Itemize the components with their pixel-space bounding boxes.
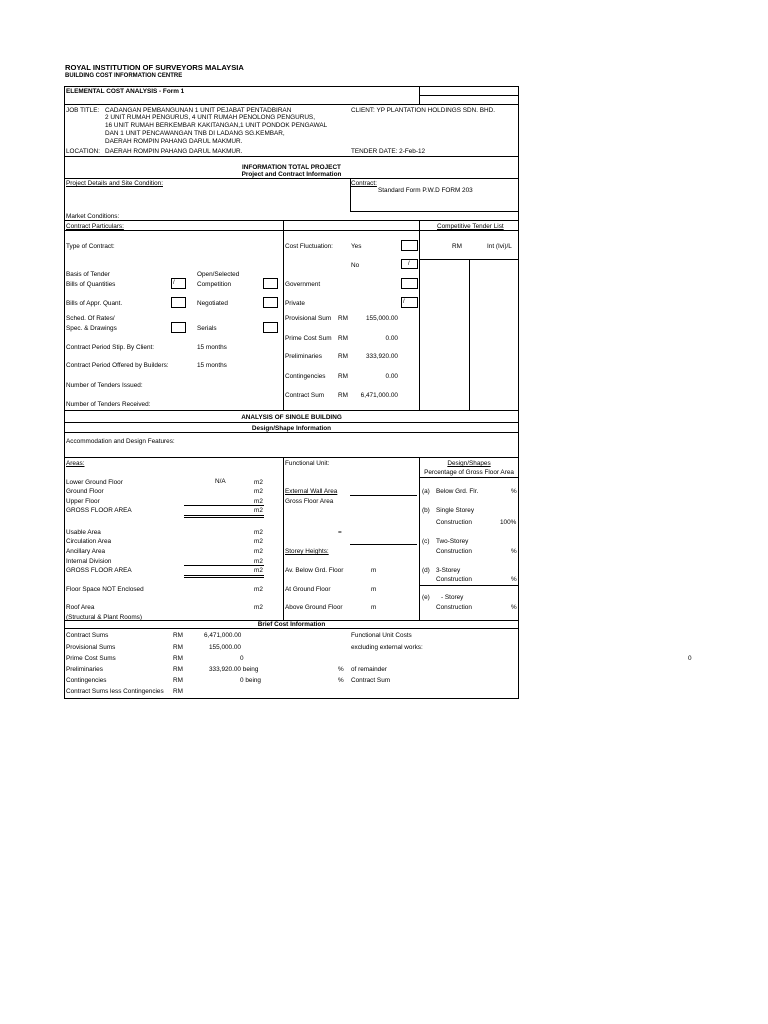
period-builders-value: 15 months [197, 362, 227, 369]
dash-storey-pct: % [511, 604, 517, 611]
lower-ground-floor: Lower Ground Floor [66, 479, 123, 486]
internal-division: Internal Division [66, 558, 112, 565]
c-label: (c) [422, 538, 430, 545]
below-grd: Below Grd. Flr. [436, 488, 479, 495]
rule-job [64, 104, 519, 105]
private-checkbox[interactable] [401, 297, 418, 308]
job-line-4: DAN 1 UNIT PENCAWANGAN TNB DI LADANG SG.KEMBAR, [105, 130, 285, 137]
pct-gfa-rule [419, 477, 518, 478]
contingencies-value: 0.00 [385, 373, 398, 380]
job-line-2: 2 UNIT RUMAH PENGURUS, 4 UNIT RUMAH PENOLONG PENGURUS, [105, 114, 315, 121]
contract-box-bottom [350, 211, 518, 212]
pct-1: % [338, 666, 344, 673]
location-value: DAERAH ROMPIN PAHANG DARUL MAKMUR. [105, 148, 243, 155]
rule-design [64, 422, 519, 423]
areas-divider-2 [419, 457, 420, 620]
yes-label: Yes [351, 243, 362, 250]
brief-prime-cost-value: 0 [240, 655, 244, 662]
contract-label: Contract: [351, 180, 377, 187]
contract-box-left [350, 179, 351, 212]
competitive-tender-list: Competitive Tender List [437, 223, 504, 230]
brief-preliminaries: Preliminaries [66, 666, 103, 673]
private: Private [285, 300, 305, 307]
prelim-rm: RM [338, 353, 348, 360]
yes-checkbox[interactable] [401, 240, 418, 251]
brief-less-contingencies-rm: RM [173, 688, 183, 695]
circulation-area: Circulation Area [66, 538, 112, 545]
upper-floor-rule [184, 505, 264, 506]
below-grd-pct: % [511, 488, 517, 495]
pct-2: % [338, 677, 344, 684]
brief-provisional-value: 155,000.00 [209, 644, 241, 651]
brief-prime-cost: Prime Cost Sums [66, 655, 116, 662]
usable-area: Usable Area [66, 529, 101, 536]
at-ground-unit: m [371, 586, 377, 593]
equals-rule [350, 544, 417, 545]
brief-contingencies-rm: RM [173, 677, 183, 684]
lower-ground-na: N/A [215, 478, 226, 485]
serials: Serials [197, 325, 217, 332]
prov-sum-value: 155,000.00 [366, 315, 398, 322]
frame-top [64, 86, 519, 87]
prov-sum-rm: RM [338, 315, 348, 322]
location-label: LOCATION: [66, 148, 100, 155]
areas-divider-1 [283, 457, 284, 620]
rule-info [64, 156, 519, 157]
brief-contract-sums: Contract Sums [66, 632, 109, 639]
job-line-3: 16 UNIT RUMAH BERKEMBAR KAKITANGAN,1 UNIT PONDOK PENGAWAL [105, 122, 328, 129]
three-storey-pct: % [511, 576, 517, 583]
circulation-unit: m2 [254, 538, 263, 545]
tender-date: TENDER DATE: 2-Feb-12 [351, 148, 426, 155]
government-checkbox[interactable] [401, 278, 418, 289]
gfa-2-unit: m2 [254, 567, 263, 574]
competition-checkbox[interactable] [263, 278, 278, 289]
brief-contingencies: Contingencies [66, 677, 107, 684]
open-selected: Open/Selected [197, 271, 240, 278]
pct-gfa: Percentage of Gross Floor Area [424, 469, 514, 476]
org-title: ROYAL INSTITUTION OF SURVEYORS MALAYSIA [65, 63, 244, 72]
prelim-value: 333,920.00 [366, 353, 398, 360]
single-storey: Single Storey [436, 507, 475, 514]
brief-less-contingencies: Contract Sums less Contingencies [66, 688, 164, 695]
prime-cost-value: 0.00 [385, 335, 398, 342]
serials-checkbox[interactable] [263, 322, 278, 333]
a-label: (a) [422, 488, 430, 495]
brief-preliminaries-value: 333,920.00 being [209, 666, 259, 673]
areas-label: Areas: [66, 460, 85, 467]
single-storey-construction: Construction [436, 519, 472, 526]
storey-heights: Storey Heights: [285, 548, 329, 555]
analysis-heading: ANALYSIS OF SINGLE BUILDING [241, 414, 342, 421]
roof-area-unit: m2 [254, 604, 263, 611]
no-tick: / [408, 261, 410, 267]
usable-unit: m2 [254, 529, 263, 536]
period-builders-label: Contract Period Offered by Builders: [66, 362, 169, 369]
period-client-value: 15 months [197, 344, 227, 351]
contingencies-label: Contingencies [285, 373, 326, 380]
form-title: ELEMENTAL COST ANALYSIS - Form 1 [66, 88, 185, 95]
government: Government [285, 281, 321, 288]
brief-contract-sum: Contract Sum [351, 677, 391, 684]
d-label: (d) [422, 567, 430, 574]
brief-contract-sums-value: 6,471,000.00 [204, 632, 242, 639]
frame-bottom [64, 698, 519, 699]
project-details-label: Project Details and Site Condition: [66, 180, 163, 187]
gfa-1-unit: m2 [254, 507, 263, 514]
dash-storey: - Storey [441, 594, 464, 601]
prov-sum-label: Provisional Sum [285, 315, 332, 322]
at-ground-floor: At Ground Floor [285, 586, 331, 593]
tender-list-divider [469, 259, 470, 411]
centre-subtitle: BUILDING COST INFORMATION CENTRE [65, 73, 183, 79]
title-box-line [419, 95, 518, 96]
two-storey-construction: Construction [436, 548, 472, 555]
job-line-1: CADANGAN PEMBANGUNAN 1 UNIT PEJABAT PENTADBIRAN [105, 107, 292, 114]
rule-accommodation [64, 432, 519, 433]
upper-floor-unit: m2 [254, 498, 263, 505]
ext-wall-rule [350, 495, 417, 496]
col-divider-1 [283, 220, 284, 411]
prelim-label: Preliminaries [285, 353, 322, 360]
bills-appr: Bills of Appr. Quant. [66, 300, 123, 307]
private-tick: / [403, 299, 405, 305]
brief-contract-sums-rm: RM [173, 632, 183, 639]
no-label: No [351, 262, 360, 269]
contingencies-rm: RM [338, 373, 348, 380]
gfa-1-rule-a [184, 515, 264, 516]
spec-drawings: Spec. & Drawings [66, 325, 117, 332]
ancillary-unit: m2 [254, 548, 263, 555]
sched-checkbox[interactable] [171, 322, 186, 333]
three-storey: 3-Storey [436, 567, 461, 574]
floor-space-unit: m2 [254, 586, 263, 593]
structural-plant: (Structural & Plant Rooms) [66, 614, 143, 621]
job-line-5: DAERAH ROMPIN PAHANG DARUL MAKMUR. [105, 138, 243, 145]
equals-sign: = [338, 529, 342, 536]
ground-floor-unit: m2 [254, 488, 263, 495]
excluding-external: excluding external works: [351, 644, 423, 651]
two-storey-pct: % [511, 548, 517, 555]
above-ground-floor: Above Ground Floor [285, 604, 343, 611]
gfa-1-rule-b [184, 517, 264, 518]
design-heading: Design/Shape Information [251, 425, 332, 432]
floor-space-not-enclosed: Floor Space NOT Enclosed [66, 586, 144, 593]
lower-ground-unit: m2 [254, 479, 263, 486]
col-divider-2 [419, 220, 420, 411]
job-title-label: JOB TITLE: [66, 107, 100, 114]
roof-area: Roof Area [66, 604, 95, 611]
brief-heading: Brief Cost Information [257, 621, 326, 628]
b-label: (b) [422, 507, 430, 514]
gfa-2-rule-b [184, 577, 264, 578]
rule-brief-bottom [64, 628, 519, 629]
internal-division-unit: m2 [254, 558, 263, 565]
av-below-grd: Av. Below Grd. Floor [285, 567, 344, 574]
negotiated: Negotiated [197, 300, 228, 307]
cost-fluctuation: Cost Fluctuation: [285, 243, 333, 250]
brief-provisional-rm: RM [173, 644, 183, 651]
design-shapes: Design/Shapes [447, 460, 491, 467]
prime-cost-rm: RM [338, 335, 348, 342]
contract-particulars: Contract Particulars: [66, 223, 124, 230]
rm-heading: RM [452, 243, 462, 250]
functional-unit: Functional Unit: [285, 460, 330, 467]
rule-details [64, 178, 519, 179]
gfa-1: GROSS FLOOR AREA [66, 507, 132, 514]
functional-unit-costs: Functional Unit Costs [351, 632, 412, 639]
rule-analysis [64, 410, 519, 411]
brief-prime-cost-rm: RM [173, 655, 183, 662]
basis-of-tender: Basis of Tender [66, 271, 110, 278]
upper-floor: Upper Floor [66, 498, 100, 505]
tenders-issued: Number of Tenders Issued: [66, 382, 143, 389]
above-ground-unit: m [371, 604, 377, 611]
brief-contingencies-value: 0 being [240, 677, 261, 684]
rule-particulars-bottom [64, 230, 519, 231]
d-rule [419, 585, 518, 586]
no-checkbox[interactable] [401, 259, 418, 269]
prime-cost-label: Prime Cost Sum [285, 335, 332, 342]
contract-sum-label: Contract Sum [285, 392, 325, 399]
client: CLIENT: YP PLANTATION HOLDINGS SDN. BHD. [351, 107, 496, 114]
tenders-received: Number of Tenders Received: [66, 401, 151, 408]
type-of-contract: Type of Contract: [66, 243, 115, 250]
av-below-unit: m [371, 567, 377, 574]
three-storey-construction: Construction [436, 576, 472, 583]
accommodation: Accommodation and Design Features: [66, 438, 175, 445]
external-wall-area: External Wall Area [285, 488, 338, 495]
single-storey-pct: 100% [500, 519, 517, 526]
market-conditions: Market Conditions: [66, 213, 120, 220]
bills-appr-checkbox[interactable] [171, 297, 186, 308]
gfa-2-rule-a [184, 575, 264, 576]
of-remainder: of remainder [351, 666, 387, 673]
gfa-2: GROSS FLOOR AREA [66, 567, 132, 574]
contract-value: Standard Form P.W.D FORM 203 [378, 187, 473, 194]
contract-sum-value: 6,471,000.00 [360, 392, 398, 399]
boq-tick: / [173, 280, 175, 286]
sched-rates: Sched. Of Rates/ [66, 315, 115, 322]
info-heading: INFORMATION TOTAL PROJECT [242, 164, 341, 171]
brief-provisional-sums: Provisional Sums [66, 644, 116, 651]
rule-particulars [64, 220, 519, 221]
gross-floor-area-fu: Gross Floor Area [285, 498, 334, 505]
e-label: (e) [422, 594, 430, 601]
period-client-label: Contract Period Stip. By Client: [66, 344, 155, 351]
dash-storey-construction: Construction [436, 604, 472, 611]
outside-zero: 0 [688, 655, 692, 662]
negotiated-checkbox[interactable] [263, 297, 278, 308]
int-heading: Int (Ivi)/L [487, 243, 512, 250]
boq-checkbox[interactable] [171, 278, 186, 289]
ancillary-area: Ancillary Area [66, 548, 106, 555]
two-storey: Two-Storey [436, 538, 469, 545]
brief-preliminaries-rm: RM [173, 666, 183, 673]
rule-areas [64, 457, 519, 458]
bills-of-quantities: Bills of Quantities [66, 281, 116, 288]
ground-floor: Ground Floor [66, 488, 104, 495]
contract-sum-rm: RM [338, 392, 348, 399]
info-subheading: Project and Contract Information [241, 171, 342, 178]
internal-rule [184, 565, 264, 566]
competition: Competition [197, 281, 232, 288]
